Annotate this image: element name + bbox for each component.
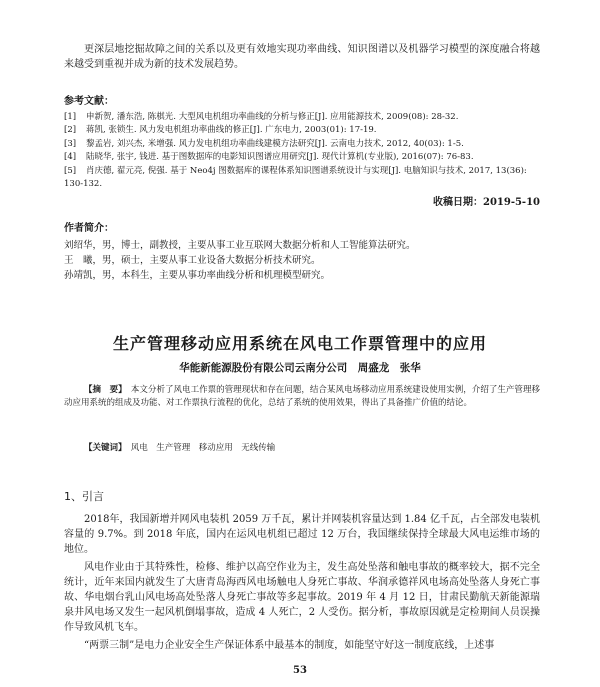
abstract-label: 【摘 要】	[84, 385, 123, 395]
article-title: 生产管理移动应用系统在风电工作票管理中的应用	[112, 334, 487, 353]
keywords	[64, 442, 540, 455]
reference-item: [4] 陆晓华, 张宇, 钱进. 基于图数据库的电影知识图谱应用研究[J]. 现代计算机(专业版), 2016(07): 76-83.	[64, 152, 474, 163]
reference-item: [1] 申新贺, 潘东浩, 陈棋光. 大型风电机组功率曲线的分析与修正[J]. 应用能源技术, 2009(08): 28-32.	[64, 112, 459, 122]
keywords-label: 【关键词】	[84, 443, 123, 453]
author-bios	[64, 221, 540, 283]
references-heading: 参考文献：	[64, 96, 114, 107]
author-bio: 刘绍华，男，博士，副教授，主要从事工业互联网大数据分析和人工智能算法研究。	[64, 240, 416, 251]
body-paragraph: “两票三制”是电力企业安全生产保证体系中最基本的制度，如能坚守好这一制度底线，上述事	[84, 640, 495, 651]
body-paragraph: 风电作业由于其特殊性，检修、维护以高空作业为主，发生高处坠落和触电事故的概率较大，据不完全统计，近年来国内就发生了大唐青岛海西风电场触电人身死亡事故、华润承德祥风电场高处坠落人身死亡事故、华电烟台乳山风电场高处坠落人身死亡事故等多起事故。2019 年 4 月 12 日，甘肃民勤航天新能源瑞泉井风电场又发生一起风机倒塌事故，造成 4 人死亡，2 人受伤。据分析，事故原因就是定检期间人员误操作导致风机飞车。	[64, 562, 540, 633]
abstract	[64, 384, 540, 410]
author-bio: 王 曦，男，硕士，主要从事工业设备大数据分析技术研究。	[64, 255, 321, 266]
author-bio: 孙靖凯，男，本科生，主要从事功率曲线分析和机理模型研究。	[64, 270, 331, 281]
reference-item: [2] 蒋凯, 张锁生. 风力发电机组功率曲线的修正[J]. 广东电力, 2003(01): 17-19.	[64, 125, 377, 136]
previous-article-conclusion	[64, 42, 540, 72]
intro-paragraph: 更深层地挖掘故障之间的关系以及更有效地实现功率曲线、知识图谱以及机器学习模型的深度融合将越来越受到重视并成为新的技术发展趋势。	[64, 44, 540, 70]
article-affiliation: 华能新能源股份有限公司云南分公司 周盛龙 张华	[179, 362, 421, 374]
reference-item: [3] 黎孟岩, 刘兴杰, 米增强. 风力发电机组功率曲线建模方法研究[J]. 云南电力技术, 2012, 40(03): 1-5.	[64, 138, 464, 149]
keywords-text: 风电 生产管理 移动应用 无线传输	[130, 443, 276, 453]
section-heading: 1、引言	[64, 490, 104, 503]
introduction-section	[64, 489, 540, 653]
abstract-text: 本文分析了风电工作票的管理现状和存在问题，结合某风电场移动应用系统建设使用实例，介绍了生产管理移动应用系统的组成及功能、对工作票执行流程的优化，总结了系统的使用效果，得出了具备推广价值的结论。	[64, 385, 540, 408]
reference-item: [5] 肖庆德, 翟元亮, 倪强. 基于 Neo4j 图数据库的课程体系知识图谱系统设计与实现[J]. 电脑知识与技术, 2017, 13(36): 130-132.	[64, 165, 527, 190]
body-paragraph: 2018年，我国新增并网风电装机 2059 万千瓦，累计并网装机容量达到 1.84 亿千瓦，占全部发电装机容量的 9.7%。到 2018 年底，国内在运风电机组已超过 12 万台，我国继续保持全球最大风电运维市场的地位。	[64, 514, 540, 555]
page-number: 53	[293, 665, 307, 676]
authors-heading: 作者简介：	[64, 223, 114, 234]
received-date: 收稿日期：2019-5-10	[432, 197, 540, 208]
references-section	[64, 94, 540, 191]
